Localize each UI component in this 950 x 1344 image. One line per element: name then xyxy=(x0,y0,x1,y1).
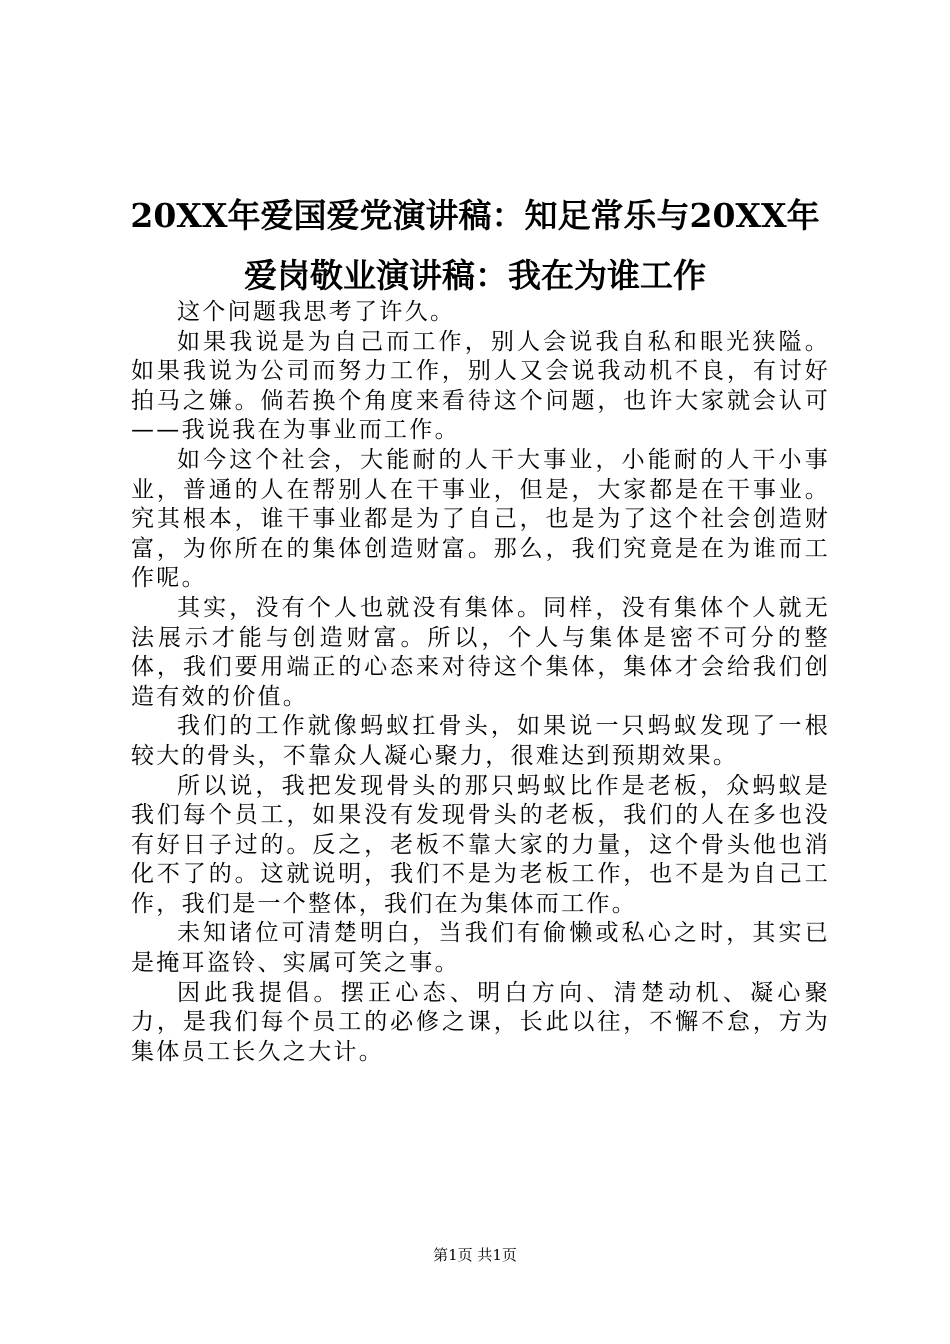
paragraph: 如今这个社会，大能耐的人干大事业，小能耐的人干小事业，普通的人在帮别人在干事业，但是，大家都是在干事业。究其根本，谁干事业都是为了自己，也是为了这个社会创造财富，为你所在的集体创造财富。那么，我们究竟是在为谁而工作呢。 xyxy=(131,446,830,592)
paragraph: 所以说，我把发现骨头的那只蚂蚁比作是老板，众蚂蚁是我们每个员工，如果没有发现骨头的老板，我们的人在多也没有好日子过的。反之，老板不靠大家的力量，这个骨头他也消化不了的。这就说明，我们不是为老板工作，也不是为自己工作，我们是一个整体，我们在为集体而工作。 xyxy=(131,772,830,917)
title-line-1: 20XX年爱国爱党演讲稿：知足常乐与20XX年 xyxy=(130,196,820,235)
document-title xyxy=(100,186,850,306)
title-line-2: 爱岗敬业演讲稿：我在为谁工作 xyxy=(244,256,706,295)
document-body xyxy=(131,298,830,1067)
page-footer: 第1页 共1页 xyxy=(433,1246,517,1264)
paragraph: 因此我提倡。摆正心态、明白方向、清楚动机、凝心聚力，是我们每个员工的必修之课，长此以往，不懈不怠，方为集体员工长久之大计。 xyxy=(131,979,830,1065)
paragraph: 未知诸位可清楚明白，当我们有偷懒或私心之时，其实已是掩耳盗铃、实属可笑之事。 xyxy=(131,920,830,977)
paragraph: 这个问题我思考了许久。 xyxy=(177,299,456,325)
paragraph: 我们的工作就像蚂蚁扛骨头，如果说一只蚂蚁发现了一根较大的骨头，不靠众人凝心聚力，很难达到预期效果。 xyxy=(131,713,830,769)
paragraph: 其实，没有个人也就没有集体。同样，没有集体个人就无法展示才能与创造财富。所以，个人与集体是密不可分的整体，我们要用端正的心态来对待这个集体，集体才会给我们创造有效的价值。 xyxy=(131,594,830,710)
paragraph: 如果我说是为自己而工作，别人会说我自私和眼光狭隘。如果我说为公司而努力工作，别人又会说我动机不良，有讨好拍马之嫌。倘若换个角度来看待这个问题，也许大家就会认可——我说我在为事业而工作。 xyxy=(131,328,830,444)
